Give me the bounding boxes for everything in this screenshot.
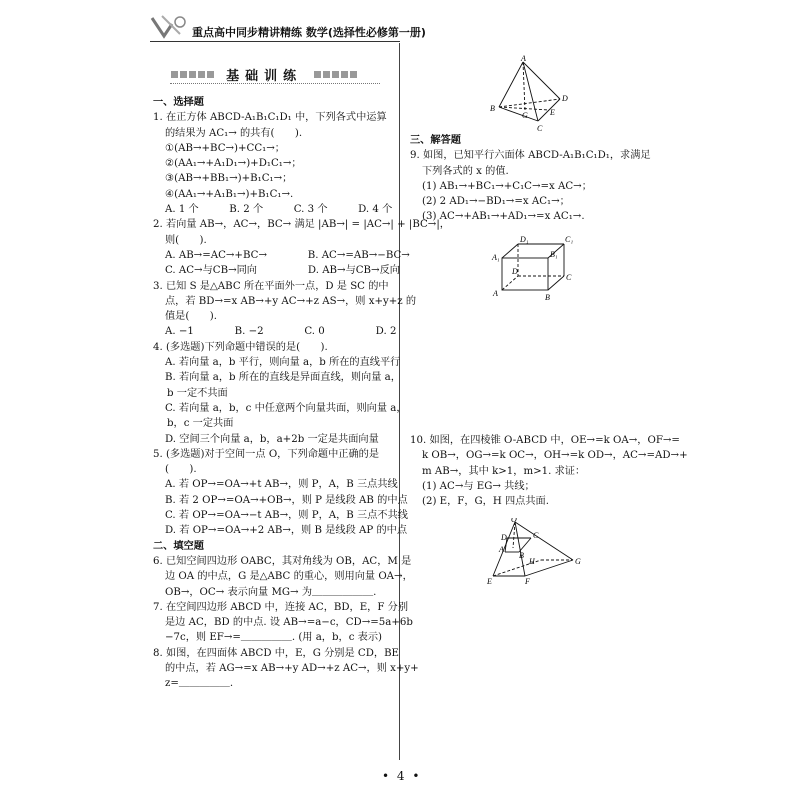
label-G: G — [522, 111, 528, 120]
left-lines-line: A. 若 OP→=OA→+t AB→，则 P，A，B 三点共线 — [165, 479, 398, 491]
left-lines-line: 是边 AC，BD 的中点. 设 AB→=a−c，CD→=5a+6b — [165, 617, 413, 629]
header-rule — [150, 41, 400, 42]
label-B: B — [519, 551, 524, 560]
left-lines-line: 二、填空题 — [153, 539, 204, 552]
left-lines-line: 8. 如图，在四面体 ABCD 中，E，G 分别是 CD，BE — [153, 647, 399, 659]
left-lines-line: A. AB→=AC→+BC→ B. AC→=AB→−BC→ — [165, 249, 410, 261]
left-lines-line: 4. (多选题)下列命题中错误的是( ). — [153, 341, 328, 353]
left-lines-line: 2. 若向量 AB→，AC→，BC→ 满足 |AB→| = |AC→| + |BC→|， — [153, 219, 450, 231]
left-lines-line: C. 若向量 a，b，c 中任意两个向量共面，则向量 a， — [165, 402, 407, 414]
label-H: H — [529, 557, 535, 566]
left-lines-line: 6. 已知空间四边形 OABC，其对角线为 OB，AC，M 是 — [153, 555, 412, 567]
label-F: F — [525, 577, 530, 586]
left-lines-line: 则( ). — [165, 234, 207, 246]
left-lines-line: 5. (多选题)对于空间一点 O，下列命题中正确的是 — [153, 448, 380, 460]
right-bottom-lines-line: m AB→，其中 k>1，m>1. 求证： — [422, 465, 586, 477]
left-lines-line: −7c，则 EF→=＿＿＿＿＿. (用 a，b，c 表示) — [165, 632, 382, 644]
right-column-bottom — [410, 433, 688, 509]
label-C: C — [533, 531, 539, 540]
left-lines-line: C. AC→与CB→同向 D. AB→与CB→反向 — [165, 265, 400, 277]
section-banner — [170, 64, 380, 86]
label-C: C — [537, 124, 543, 133]
label-D: D — [501, 533, 507, 542]
left-lines-line: 7. 在空间四边形 ABCD 中，连接 AC，BD，E，F 分别 — [153, 601, 409, 613]
right-top-lines-line: 三、解答题 — [410, 134, 461, 146]
left-lines-line: OB→，OC→ 表示向量 MG→ 为＿＿＿＿＿＿. — [165, 586, 377, 598]
label-D: D — [562, 94, 568, 103]
parallelepiped-figure — [488, 234, 578, 306]
header-title: 重点高中同步精讲精练 数学(选择性必修第一册) — [192, 26, 426, 39]
left-lines-line: b，c 一定共面 — [167, 418, 234, 430]
page-number: • 4 • — [382, 769, 422, 783]
left-lines-line: 边 OA 的中点，G 是△ABC 的重心，则用向量 OA→， — [165, 571, 413, 583]
left-lines-line: B. 若 2 OP→=OA→+OB→，则 P 是线段 AB 的中点 — [165, 494, 408, 506]
section-title: 基础训练 — [226, 69, 303, 84]
left-lines-line: z=＿＿＿＿＿. — [165, 678, 234, 690]
label-A: A — [521, 55, 526, 63]
left-lines-line: A. 1 个 B. 2 个 C. 3 个 D. 4 个 — [165, 204, 393, 216]
right-top-lines-line: (1) AB₁→+BC₁→+C₁C→=x AC→； — [422, 180, 592, 192]
label-E: E — [550, 108, 555, 117]
right-top-lines-line: (3) AC→+AB₁→+AD₁→=x AC₁→. — [422, 211, 585, 223]
right-bottom-lines-line: (2) E，F，G，H 四点共面. — [422, 496, 549, 508]
label-D: D — [512, 267, 518, 276]
label-A: A — [499, 545, 504, 554]
label-A1: A₁ — [492, 253, 500, 262]
left-lines-line: 的结果为 AC₁→ 的共有( ). — [165, 127, 303, 139]
right-bottom-lines-line: 10. 如图，在四棱锥 O-ABCD 中，OE→=k OA→，OF→= — [410, 435, 680, 446]
logo-icon — [150, 12, 190, 44]
right-bottom-lines-line: (1) AC→与 EG→ 共线； — [422, 480, 535, 492]
label-O: O — [511, 518, 517, 524]
left-lines-line: 一、选择题 — [153, 96, 204, 108]
left-lines-line: D. 若 OP→=OA→+2 AB→，则 B 是线段 AP 的中点 — [165, 525, 408, 537]
left-lines-line: 的中点，若 AG→=x AB→+y AD→+z AC→，则 x+y+ — [165, 662, 419, 674]
right-top-lines-line: (2) 2 AD₁→−BD₁→=x AC₁→； — [422, 196, 570, 208]
label-B1: B₁ — [550, 250, 558, 259]
label-A: A — [493, 289, 498, 298]
left-lines-line: ①(AB→+BC→)+CC₁→； — [165, 142, 285, 154]
label-B: B — [490, 104, 495, 113]
right-top-lines-line: 下列各式的 x 的值. — [422, 165, 509, 177]
left-lines-line: ④(AA₁→+A₁B₁→)+B₁C₁→. — [165, 188, 294, 200]
label-C: C — [566, 273, 572, 282]
left-lines-line: ③(AB→+BB₁→)+B₁C₁→； — [165, 173, 293, 185]
left-lines-line: D. 空间三个向量 a，b，a+2b 一定是共面向量 — [165, 433, 379, 445]
left-lines-line: 值是( ). — [165, 311, 217, 323]
tetrahedron-figure — [485, 55, 575, 139]
right-bottom-lines-line: k OB→，OG→=k OC→，OH→=k OD→，AC→=AD→+ — [422, 450, 688, 462]
left-lines-line: A. 若向量 a，b 平行，则向量 a，b 所在的直线平行 — [165, 357, 401, 369]
left-lines-line: C. 若 OP→=OA→−t AB→，则 P，A，B 三点不共线 — [165, 510, 408, 522]
left-lines-line: 1. 在正方体 ABCD-A₁B₁C₁D₁ 中，下列各式中运算 — [153, 112, 387, 124]
label-G: G — [575, 557, 581, 566]
label-B: B — [545, 293, 550, 302]
label-D1: D₁ — [520, 235, 529, 244]
right-top-lines-line: 9. 如图，已知平行六面体 ABCD-A₁B₁C₁D₁，求满足 — [410, 150, 651, 162]
left-lines-line: ( ). — [165, 464, 197, 476]
pyramid-figure — [485, 518, 585, 594]
left-lines-line: A. −1 B. −2 C. 0 D. 2 — [165, 326, 397, 338]
left-lines-line: ②(AA₁→+A₁D₁→)+D₁C₁→； — [165, 158, 302, 170]
left-lines-line: 3. 已知 S 是△ABC 所在平面外一点，D 是 SC 的中 — [153, 280, 389, 292]
left-lines-line: B. 若向量 a，b 所在的直线是异面直线，则向量 a， — [165, 372, 401, 384]
right-column-top — [410, 133, 650, 225]
label-E: E — [487, 577, 492, 586]
left-lines-line: b 一定不共面 — [167, 387, 228, 399]
label-C1: C₁ — [565, 235, 574, 244]
left-lines-line: 点，若 BD→=x AB→+y AC→+z AS→，则 x+y+z 的 — [165, 295, 417, 307]
